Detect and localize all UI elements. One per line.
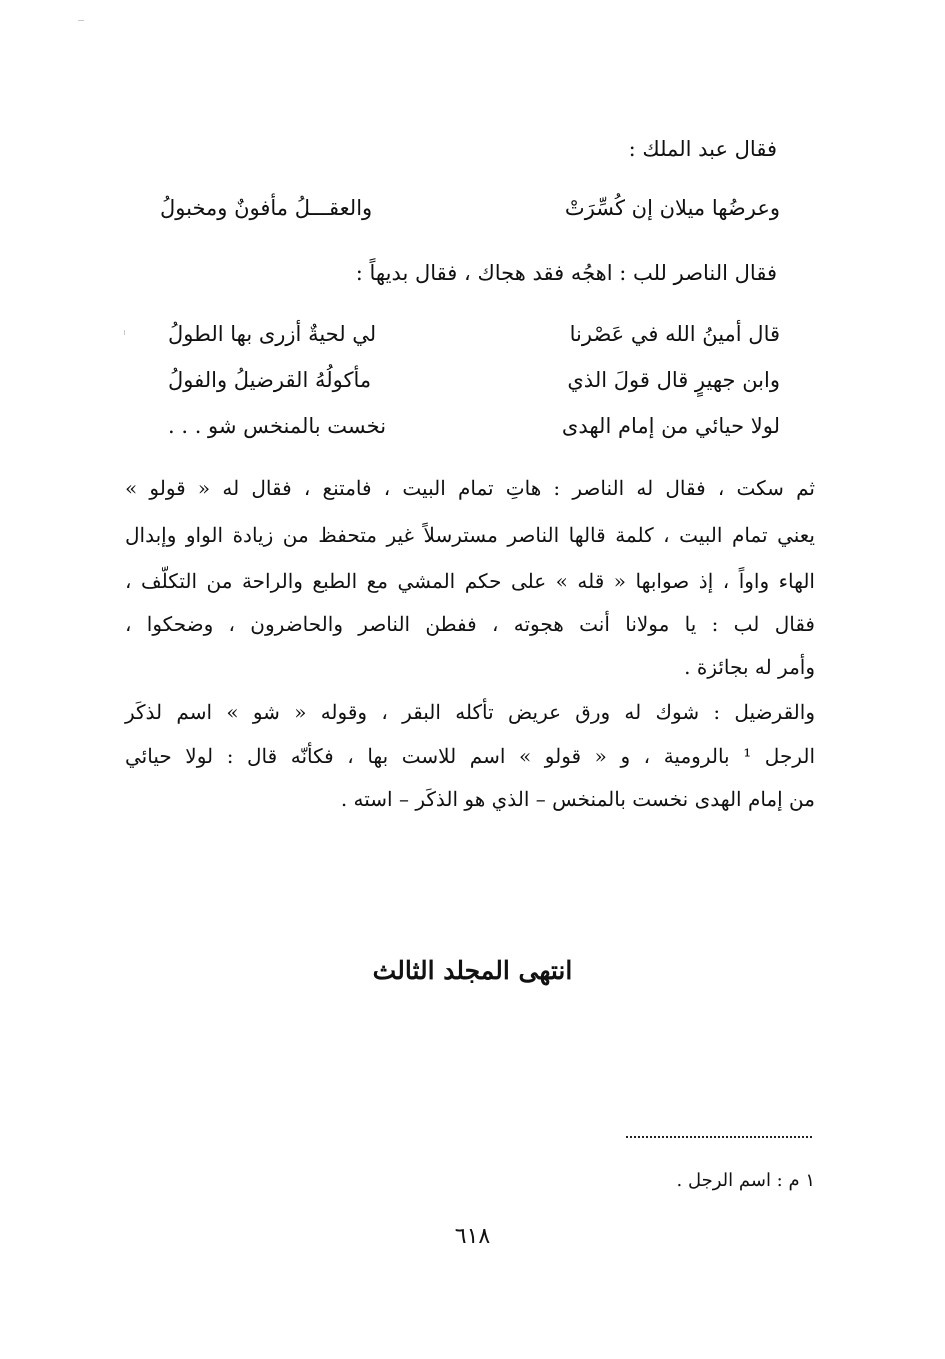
paragraph-line: الهاء واواً ، إذ صوابها « قله » على حكم المشي مع الطبع والراحة من التكلّف ، [125, 569, 815, 593]
page-number: ٦١٨ [454, 1224, 491, 1249]
paragraph-line: وأمر له بجائزة . [684, 655, 815, 679]
poem-first-hemistich: لولا حيائي من إمام الهدى [561, 414, 780, 438]
poem-line [160, 318, 780, 350]
paragraph-line: الرجل ¹ بالرومية ، و « قولو » اسم للاست بها ، فكأنّه قال : لولا حيائي [125, 744, 815, 768]
poem-second-hemistich: مأكولُهُ القرضيلُ والفولُ [168, 368, 372, 392]
paragraph-line: من إمام الهدى نخست بالمنخس – الذي هو الذكَر – استه . [340, 787, 815, 811]
scan-speck [124, 330, 125, 335]
paragraph-line: يعني تمام البيت ، كلمة قالها الناصر مسترسلاً غير متحفظ من زيادة الواو وإبدال [125, 523, 815, 547]
poem-line [160, 364, 780, 396]
intro-line: فقال عبد الملك : [628, 137, 777, 161]
poem-second-hemistich: لي لحيةٌ أزرى بها الطولُ [168, 322, 377, 346]
verse-line [160, 192, 780, 224]
paragraph-line: ثم سكت ، فقال له الناصر : هاتِ تمام البيت ، فامتنع ، فقال له « قولو » [125, 476, 815, 500]
poem-line [160, 410, 780, 442]
verse-second-hemistich: والعقـــلُ مأفونٌ ومخبولُ [160, 196, 373, 220]
paragraph-line: والقرضيل : شوك له ورق عريض تأكله البقر ، وقوله « شو » اسم لذكَر [125, 700, 815, 724]
poem-second-hemistich: نخست بالمنخس شو . . . [168, 414, 387, 438]
poem-first-hemistich: وابن جهيرٍ قال قولَ الذي [567, 368, 780, 392]
intro-line-2: فقال الناصر للب : اهجُه فقد هجاك ، فقال بديهاً : [355, 261, 777, 285]
volume-end-title: انتهى المجلد الثالث [372, 956, 573, 985]
scan-speck [78, 20, 84, 21]
paragraph-line: فقال لب : يا مولانا أنت هجوته ، ففطن الناصر والحاضرون ، وضحكوا ، [125, 612, 815, 636]
footnote-divider [626, 1136, 812, 1138]
verse-first-hemistich: وعرضُها ميلان إن كُسِّرَتْ [564, 196, 780, 220]
footnote: ١ م : اسم الرجل . [676, 1170, 815, 1191]
poem-first-hemistich: قال أمينُ الله في عَصْرنا [569, 322, 780, 346]
